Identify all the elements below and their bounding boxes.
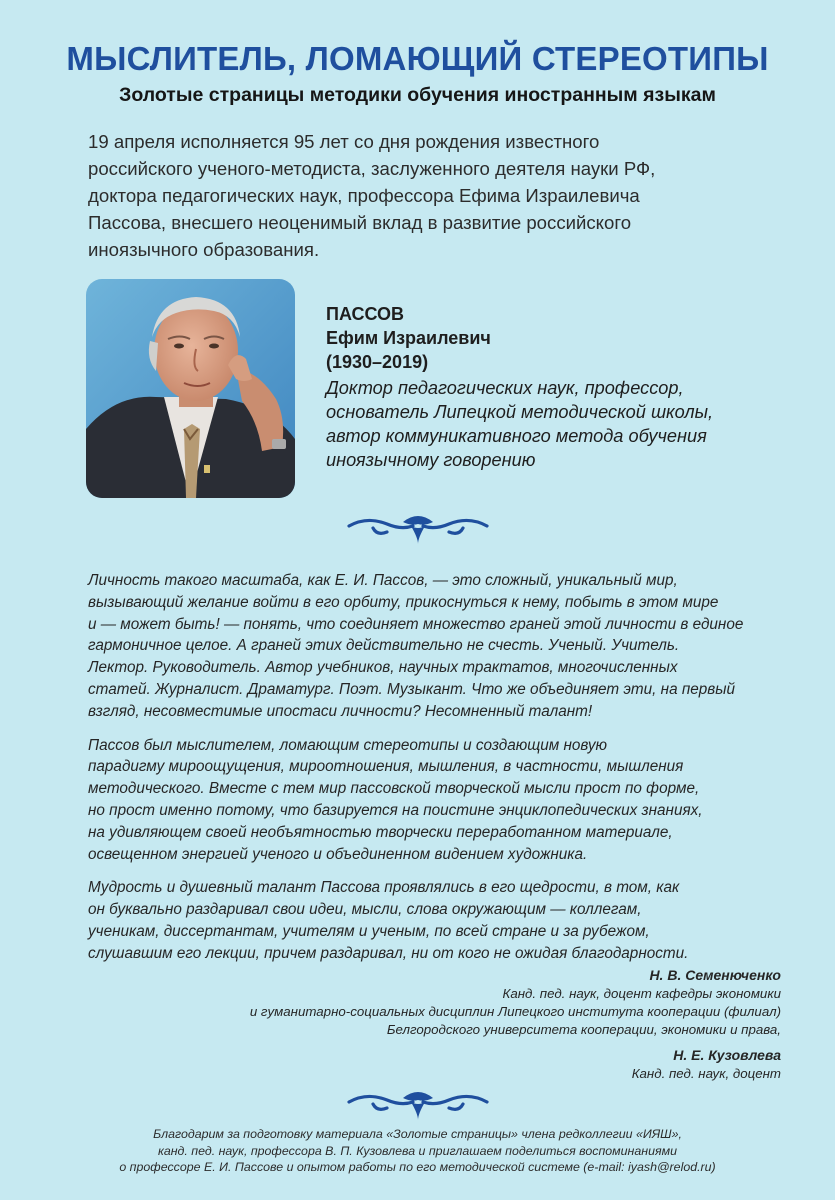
article-line: взгляд, несовместимые ипостаси личности? Несомненный талант! (88, 702, 593, 720)
affiliation-line: и гуманитарно-социальных дисциплин Липецкого института кооперации (филиал) (249, 1004, 781, 1019)
intro-line: 19 апреля исполняется 95 лет со дня рождения известного (88, 131, 600, 152)
article-line: Лектор. Руководитель. Автор учебников, научных трактатов, многочисленных (88, 659, 678, 677)
ornament-divider-top (0, 512, 835, 546)
intro-line: иноязычного образования. (88, 239, 320, 260)
ornament-flourish-icon (343, 512, 493, 546)
article-line: ученикам, диссертантам, учителям и ученым, по всей стране и за рубежом, (88, 922, 650, 940)
article-line: статей. Журналист. Драматург. Поэт. Музыкант. Что же объединяет эти, на первый (88, 680, 736, 698)
article-line: на удивляющем своей необъятностью творчески переработанном материале, (88, 823, 673, 841)
bio-desc-line: основатель Липецкой методической школы, (326, 402, 714, 422)
author-affiliation (61, 985, 781, 1039)
bio-block (326, 302, 786, 472)
affiliation-line: Белгородского университета кооперации, экономики и права, (386, 1022, 781, 1037)
article-paragraph (88, 877, 788, 964)
author-name: Н. Е. Кузовлева (673, 1047, 781, 1063)
acknowledgement-line: Благодарим за подготовку материала «Золотые страницы» члена редколлегии «ИЯШ», (153, 1127, 682, 1141)
article-line: он буквально раздаривал свои идеи, мысли, слова окружающим — коллегам, (88, 901, 642, 919)
page-subtitle: Золотые страницы методики обучения иностранным языкам (119, 84, 716, 106)
page-title: МЫСЛИТЕЛЬ, ЛОМАЮЩИЙ СТЕРЕОТИПЫ (66, 40, 769, 77)
article-line: но прост именно потому, что базируется на поистине энциклопедических знаниях, (88, 801, 703, 819)
intro-paragraph (88, 128, 768, 263)
authors-block (61, 965, 781, 1089)
bio-desc-line: автор коммуникативного метода обучения (326, 426, 707, 446)
ornament-divider-bottom (0, 1088, 835, 1122)
intro-line: Пассова, внесшего неоценимый вклад в развитие российского (88, 212, 632, 233)
bio-desc-line: иноязычному говорению (326, 450, 536, 470)
article-body (88, 570, 788, 977)
article-line: методического. Вместе с тем мир пассовской творческой мысли прост по форме, (88, 780, 700, 798)
article-line: гармоничное целое. А граней этих действительно не счесть. Ученый. Учитель. (88, 637, 680, 655)
intro-line: российского ученого-методиста, заслуженного деятеля науки РФ, (88, 158, 656, 179)
acknowledgement-line: о профессоре Е. И. Пассове и опытом работы по его методической системе (e-mail: iyash@relod.ru) (119, 1160, 716, 1175)
author-affiliation (61, 1065, 781, 1083)
article-line: Пассов был мыслителем, ломающим стереотипы и создающим новую (88, 736, 608, 754)
article-line: вызывающий желание войти в его орбиту, прикоснуться к нему, побыть в этом мире (88, 593, 719, 611)
bio-desc-line: Доктор педагогических наук, профессор, (326, 378, 684, 398)
article-paragraph (88, 735, 788, 866)
article-line: освещенном энергией ученого и объединенном видением художника. (88, 845, 588, 863)
ornament-flourish-icon (343, 1088, 493, 1122)
article-line: парадигму мироощущения, мироотношения, мышления, в частности, мышления (88, 758, 684, 776)
bio-description (326, 376, 786, 472)
acknowledgement (0, 1126, 835, 1176)
bio-surname: ПАССОВ (326, 304, 405, 324)
intro-line: доктора педагогических наук, профессора Ефима Израилевича (88, 185, 640, 206)
article-paragraph (88, 570, 788, 723)
bio-name: Ефим Израилевич (326, 328, 491, 348)
article-line: и — может быть! — понять, что соединяет множество граней этой личности в единое (88, 615, 744, 633)
article-line: Мудрость и душевный талант Пассова проявлялись в его щедрости, в том, как (88, 879, 680, 897)
affiliation-line: Канд. пед. наук, доцент (631, 1066, 781, 1081)
portrait-photo (86, 279, 295, 498)
article-line: Личность такого масштаба, как Е. И. Пассов, — это сложный, уникальный мир, (88, 572, 678, 589)
article-line: слушавшим его лекции, причем раздаривал, ни от кого не ожидая благодарности. (88, 944, 689, 962)
acknowledgement-line: канд. пед. наук, профессора В. П. Кузовлева и приглашаем поделиться воспоминаниями (158, 1143, 677, 1158)
affiliation-line: Канд. пед. наук, доцент кафедры экономики (502, 986, 781, 1001)
bio-years: (1930–2019) (326, 352, 429, 372)
author-name: Н. В. Семенюченко (649, 967, 781, 983)
portrait-illustration (86, 279, 295, 498)
